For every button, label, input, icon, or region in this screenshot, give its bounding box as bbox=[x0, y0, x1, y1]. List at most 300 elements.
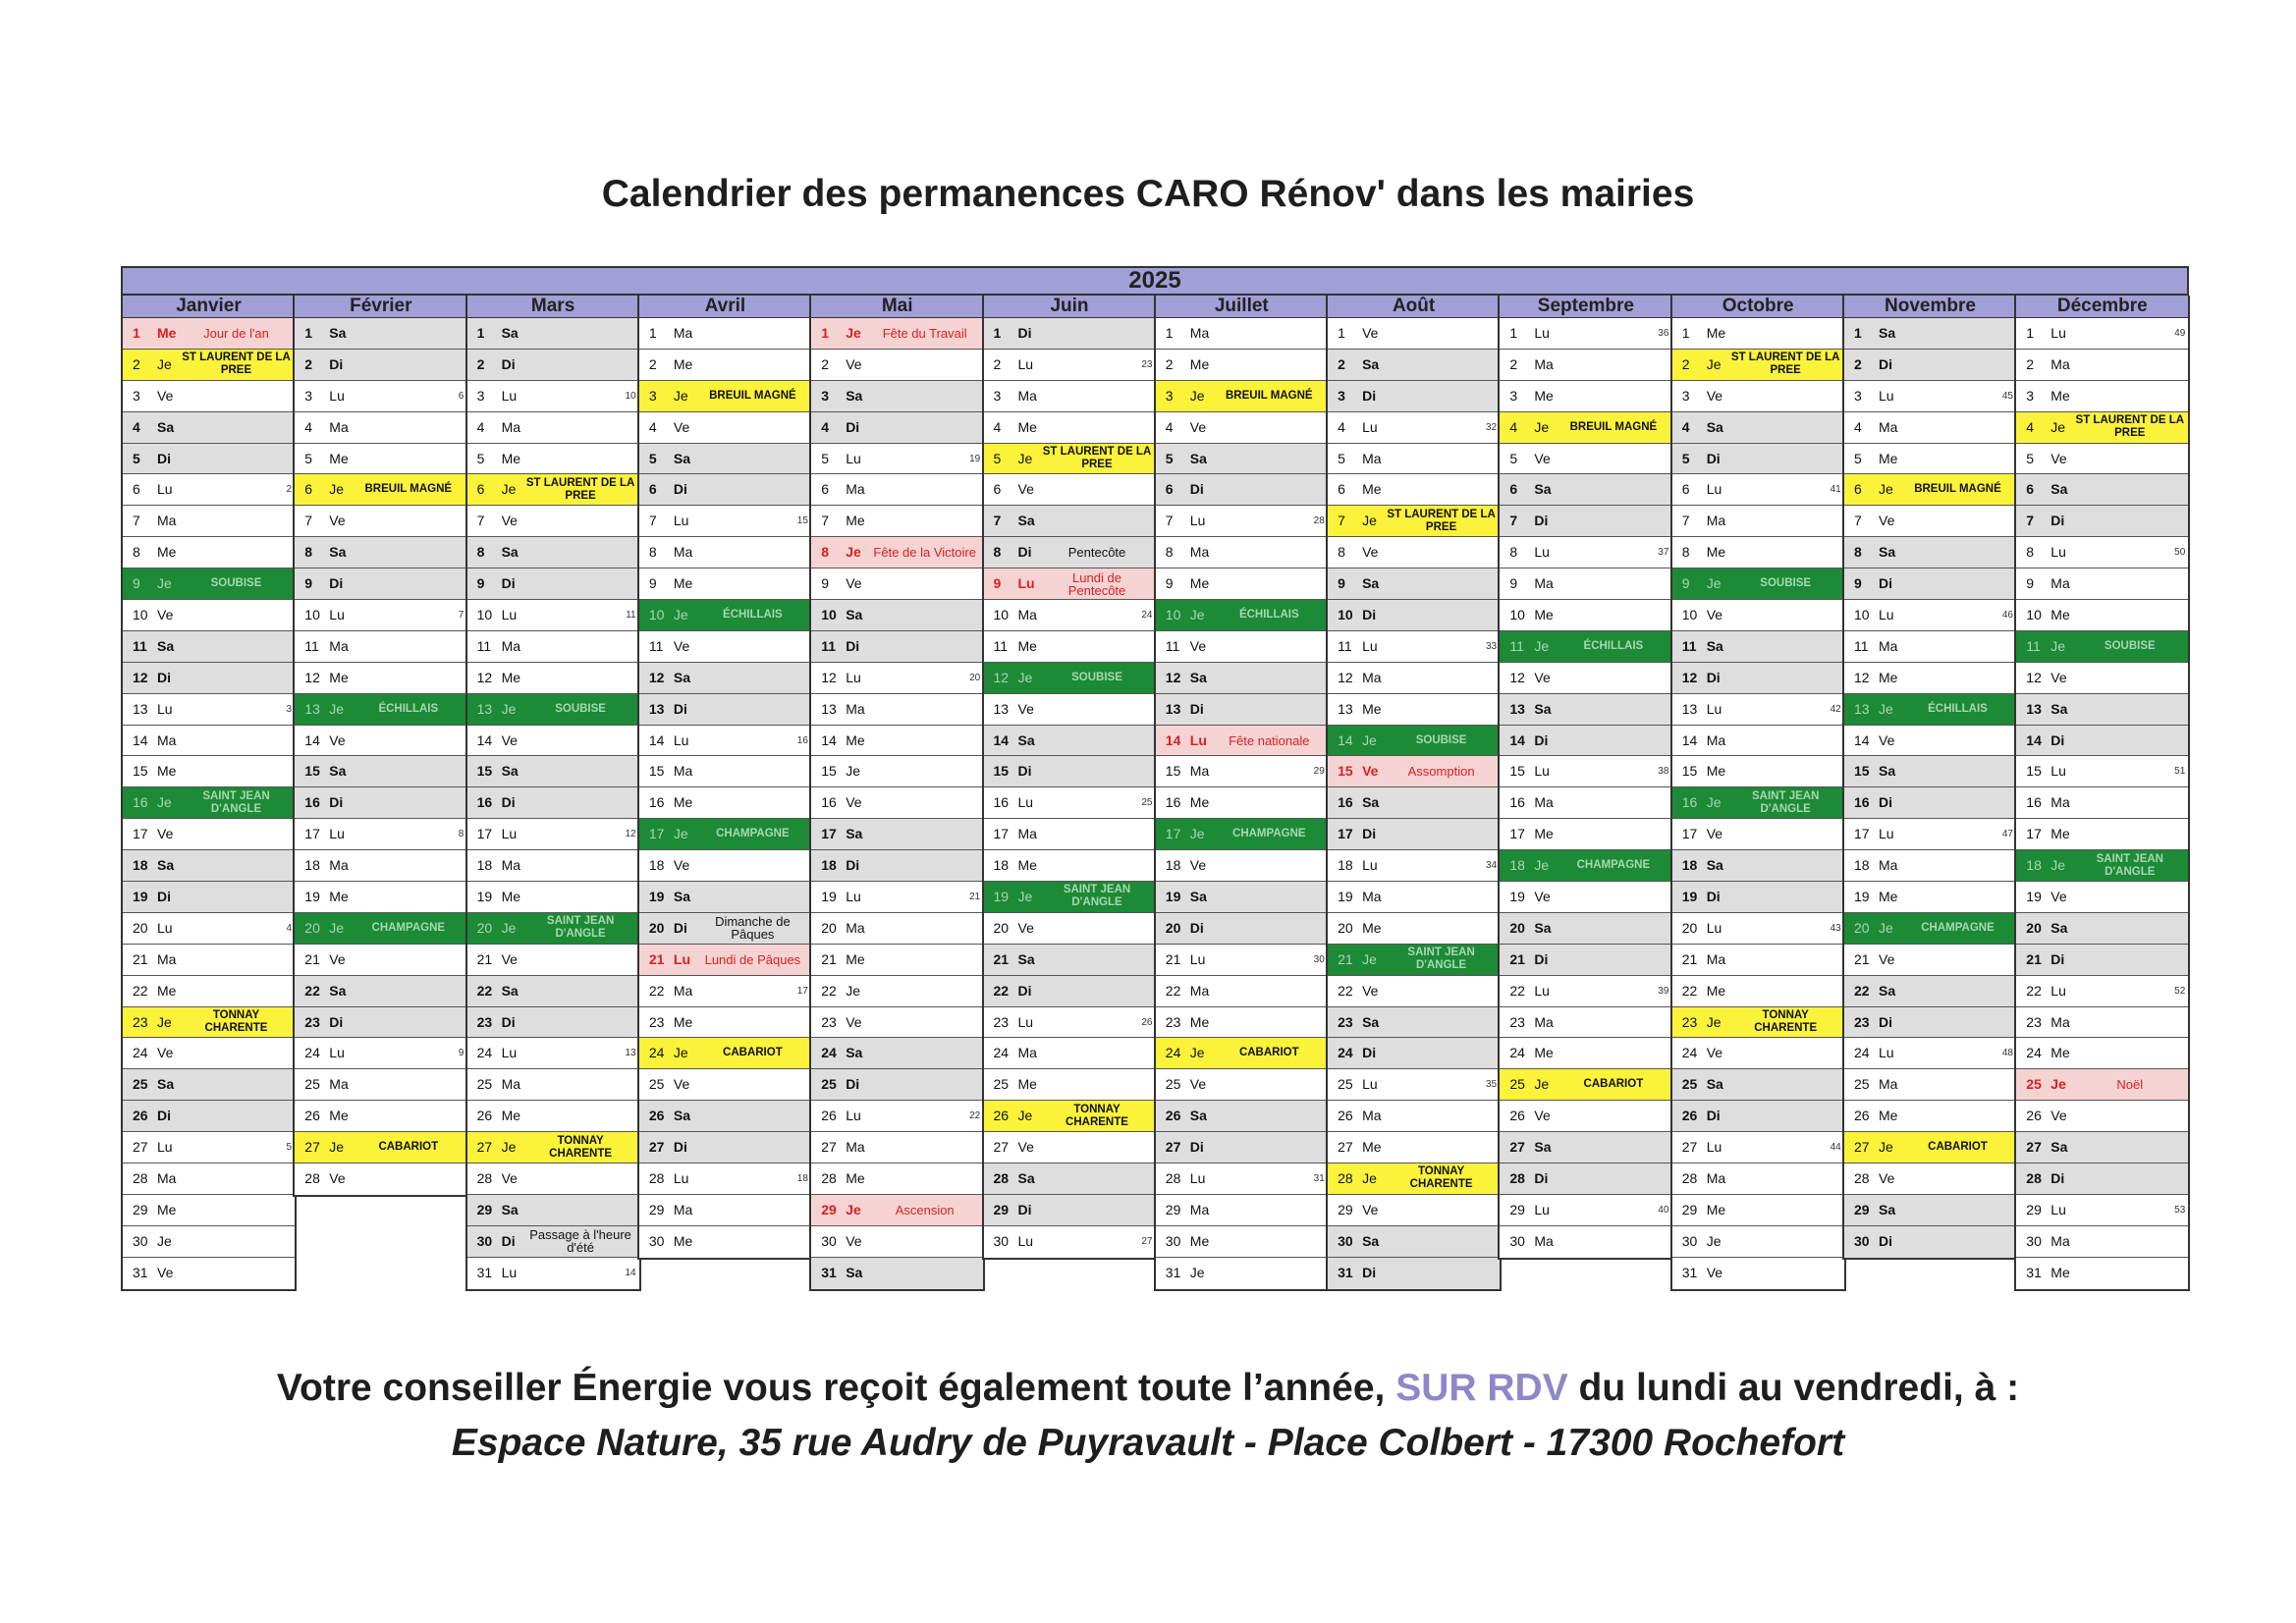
day-name: Lu bbox=[501, 826, 518, 842]
week-number: 28 bbox=[1313, 515, 1325, 527]
month-column bbox=[1326, 296, 1502, 1291]
month-column bbox=[121, 296, 297, 1291]
holiday-label: Jour de l'an bbox=[203, 325, 269, 341]
day-name: Sa bbox=[1534, 481, 1552, 498]
day-name: Lu bbox=[2050, 763, 2066, 780]
day-name: Je bbox=[1706, 794, 1722, 811]
day-name: Je bbox=[329, 919, 345, 936]
day-number: 1 bbox=[648, 325, 657, 341]
day-number: 7 bbox=[1681, 513, 1690, 529]
day-cell bbox=[1328, 726, 1500, 757]
day-name: Ve bbox=[1879, 1170, 1895, 1187]
day-name: Ma bbox=[1879, 418, 1898, 435]
week-number: 19 bbox=[969, 453, 981, 464]
day-number: 18 bbox=[304, 857, 320, 874]
day-name: Me bbox=[1706, 325, 1726, 341]
day-number: 6 bbox=[648, 481, 657, 498]
day-cell bbox=[1500, 976, 1671, 1007]
day-number: 19 bbox=[1165, 889, 1181, 905]
day-number: 29 bbox=[476, 1201, 493, 1217]
day-name: Lu bbox=[1706, 700, 1722, 717]
day-cell bbox=[2016, 756, 2188, 787]
day-number: 12 bbox=[476, 669, 493, 685]
day-name: Ma bbox=[1534, 575, 1554, 592]
day-name: Di bbox=[1534, 731, 1549, 748]
day-name: Ma bbox=[1362, 669, 1382, 685]
day-cell bbox=[1156, 1163, 1328, 1195]
day-cell bbox=[1156, 318, 1328, 350]
week-number: 9 bbox=[458, 1048, 465, 1059]
day-number: 5 bbox=[648, 450, 657, 466]
day-cell bbox=[1844, 568, 2016, 600]
day-name: Ma bbox=[2050, 355, 2070, 372]
day-name: Ma bbox=[1706, 1170, 1726, 1187]
day-cell bbox=[1500, 506, 1671, 537]
permanence-label: CHAMPAGNE bbox=[1232, 828, 1306, 840]
day-name: Je bbox=[846, 763, 860, 780]
day-name: Ve bbox=[1706, 607, 1723, 623]
day-name: Di bbox=[329, 575, 344, 592]
day-number: 19 bbox=[1509, 889, 1525, 905]
day-number: 8 bbox=[821, 544, 829, 561]
day-number: 7 bbox=[476, 513, 485, 529]
day-cell bbox=[1500, 726, 1671, 757]
day-name: Je bbox=[157, 1013, 172, 1030]
day-name: Sa bbox=[1706, 857, 1723, 874]
day-cell bbox=[1672, 474, 1844, 506]
day-cell bbox=[2016, 1069, 2188, 1101]
day-cell bbox=[123, 1195, 295, 1226]
day-cell bbox=[811, 381, 983, 412]
day-number: 26 bbox=[304, 1108, 320, 1124]
permanence-label: SOUBISE bbox=[210, 577, 262, 590]
day-number: 19 bbox=[648, 889, 665, 905]
day-name: Ma bbox=[329, 418, 349, 435]
day-cell bbox=[1328, 631, 1500, 663]
day-name: Je bbox=[1879, 481, 1893, 498]
day-cell bbox=[1156, 474, 1328, 506]
day-name: Ve bbox=[846, 1013, 862, 1030]
day-name: Di bbox=[1534, 513, 1549, 529]
day-cell bbox=[1844, 663, 2016, 694]
day-cell bbox=[2016, 945, 2188, 976]
day-cell bbox=[1672, 537, 1844, 568]
day-cell bbox=[811, 756, 983, 787]
day-name: Ve bbox=[673, 637, 690, 654]
day-cell bbox=[295, 631, 466, 663]
day-cell bbox=[984, 1101, 1156, 1132]
permanence-label: BREUIL MAGNÉ bbox=[1569, 420, 1658, 433]
day-number: 13 bbox=[993, 700, 1010, 717]
day-cell bbox=[2016, 537, 2188, 568]
day-name: Je bbox=[1534, 1076, 1550, 1093]
day-number: 15 bbox=[993, 763, 1010, 780]
day-cell bbox=[811, 787, 983, 819]
day-cell bbox=[811, 350, 983, 381]
day-number: 28 bbox=[821, 1170, 837, 1187]
day-cell bbox=[2016, 663, 2188, 694]
month-header: Octobre bbox=[1672, 296, 1844, 318]
day-cell bbox=[2016, 726, 2188, 757]
day-number: 30 bbox=[648, 1232, 665, 1249]
day-name: Sa bbox=[1706, 1076, 1723, 1093]
permanence-label: ST LAURENT DE LA PREE bbox=[182, 352, 291, 377]
day-number: 28 bbox=[304, 1170, 320, 1187]
day-number: 18 bbox=[133, 857, 148, 874]
day-cell bbox=[1844, 350, 2016, 381]
day-number: 7 bbox=[133, 513, 140, 529]
day-number: 10 bbox=[1854, 607, 1870, 623]
day-cell bbox=[984, 1163, 1156, 1195]
day-number: 2 bbox=[821, 355, 829, 372]
day-cell bbox=[1328, 945, 1500, 976]
day-number: 11 bbox=[133, 637, 147, 654]
day-cell bbox=[2016, 850, 2188, 882]
day-cell bbox=[467, 694, 639, 726]
week-number: 33 bbox=[1485, 640, 1498, 652]
day-cell bbox=[1156, 694, 1328, 726]
day-name: Je bbox=[673, 607, 688, 623]
day-name: Sa bbox=[1017, 950, 1035, 967]
day-cell bbox=[295, 1069, 466, 1101]
day-name: Lu bbox=[329, 1045, 345, 1061]
month-column bbox=[1670, 296, 1846, 1291]
day-cell bbox=[639, 976, 811, 1007]
day-name: Ve bbox=[1362, 763, 1379, 780]
day-name: Lu bbox=[157, 1139, 173, 1156]
day-cell bbox=[2016, 1195, 2188, 1226]
day-name: Ma bbox=[2050, 1232, 2070, 1249]
day-number: 24 bbox=[1854, 1045, 1870, 1061]
day-name: Je bbox=[1706, 1013, 1722, 1030]
day-number: 22 bbox=[1338, 982, 1353, 999]
day-cell bbox=[811, 568, 983, 600]
day-name: Di bbox=[501, 575, 516, 592]
day-name: Lu bbox=[1017, 355, 1034, 372]
month-header: Mai bbox=[811, 296, 983, 318]
day-cell bbox=[1328, 412, 1500, 444]
day-number: 11 bbox=[1509, 637, 1524, 654]
day-number: 7 bbox=[1338, 513, 1345, 529]
day-number: 6 bbox=[821, 481, 829, 498]
day-name: Lu bbox=[329, 826, 345, 842]
day-name: Di bbox=[2050, 1170, 2065, 1187]
day-name: Sa bbox=[1879, 325, 1896, 341]
day-cell bbox=[984, 976, 1156, 1007]
week-number: 41 bbox=[1830, 484, 1841, 496]
day-number: 5 bbox=[1338, 450, 1345, 466]
note-label: Passage à l'heure d'été bbox=[529, 1227, 631, 1256]
day-number: 9 bbox=[1509, 575, 1518, 592]
day-number: 9 bbox=[304, 575, 313, 592]
day-name: Lu bbox=[1879, 826, 1894, 842]
day-cell bbox=[123, 976, 295, 1007]
day-cell bbox=[1500, 945, 1671, 976]
permanence-label: TONNAY CHARENTE bbox=[1066, 1103, 1128, 1128]
day-cell bbox=[123, 1038, 295, 1069]
day-cell bbox=[1500, 694, 1671, 726]
day-name: Je bbox=[329, 1139, 345, 1156]
day-number: 31 bbox=[1681, 1264, 1698, 1280]
day-number: 1 bbox=[304, 325, 313, 341]
day-name: Sa bbox=[1189, 669, 1207, 685]
day-number: 17 bbox=[821, 826, 837, 842]
day-number: 2 bbox=[1338, 355, 1345, 372]
day-cell bbox=[123, 318, 295, 350]
day-name: Je bbox=[846, 1201, 861, 1217]
permanence-label: SAINT JEAN D'ANGLE bbox=[2096, 852, 2163, 878]
permanence-label: CABARIOT bbox=[1238, 1047, 1299, 1059]
day-name: Me bbox=[2050, 826, 2070, 842]
day-number: 28 bbox=[1854, 1170, 1870, 1187]
day-name: Sa bbox=[1189, 1108, 1207, 1124]
day-cell bbox=[1328, 1101, 1500, 1132]
day-number: 8 bbox=[304, 544, 313, 561]
day-name: Lu bbox=[1362, 857, 1378, 874]
day-cell bbox=[295, 381, 466, 412]
day-name: Ve bbox=[1017, 700, 1034, 717]
permanence-label: ÉCHILLAIS bbox=[1583, 639, 1644, 652]
week-number: 10 bbox=[625, 390, 636, 402]
day-cell bbox=[984, 1195, 1156, 1226]
day-name: Je bbox=[2050, 1076, 2066, 1093]
day-number: 18 bbox=[2026, 857, 2042, 874]
day-cell bbox=[467, 631, 639, 663]
day-cell bbox=[295, 787, 466, 819]
day-number: 4 bbox=[648, 418, 657, 435]
day-number: 13 bbox=[821, 700, 837, 717]
day-name: Ma bbox=[2050, 1013, 2070, 1030]
day-number: 2 bbox=[133, 355, 140, 372]
day-number: 16 bbox=[2026, 794, 2042, 811]
week-number: 39 bbox=[1658, 985, 1669, 997]
week-number: 4 bbox=[286, 922, 292, 934]
day-cell bbox=[2016, 350, 2188, 381]
day-name: Ve bbox=[673, 418, 690, 435]
day-cell bbox=[467, 945, 639, 976]
day-number: 5 bbox=[821, 450, 829, 466]
day-number: 25 bbox=[1165, 1076, 1181, 1093]
day-cell bbox=[639, 1226, 811, 1258]
day-name: Ma bbox=[1189, 763, 1210, 780]
day-number: 19 bbox=[1338, 889, 1353, 905]
day-cell bbox=[1844, 913, 2016, 945]
day-number: 11 bbox=[993, 637, 1009, 654]
permanence-label: SOUBISE bbox=[1071, 671, 1122, 683]
day-number: 11 bbox=[648, 637, 664, 654]
day-name: Je bbox=[501, 700, 517, 717]
day-number: 1 bbox=[133, 325, 140, 341]
day-cell bbox=[123, 850, 295, 882]
day-number: 30 bbox=[476, 1232, 493, 1249]
day-number: 12 bbox=[1681, 669, 1698, 685]
day-name: Me bbox=[1534, 1045, 1554, 1061]
day-number: 3 bbox=[648, 387, 657, 404]
day-number: 21 bbox=[1681, 950, 1698, 967]
day-cell bbox=[1844, 506, 2016, 537]
day-number: 9 bbox=[821, 575, 829, 592]
day-cell bbox=[811, 1101, 983, 1132]
day-number: 20 bbox=[304, 919, 320, 936]
day-cell bbox=[1672, 568, 1844, 600]
day-name: Sa bbox=[1534, 919, 1552, 936]
permanence-label: ÉCHILLAIS bbox=[1928, 702, 1988, 715]
day-name: Je bbox=[1534, 418, 1550, 435]
day-name: Di bbox=[1879, 575, 1892, 592]
day-number: 14 bbox=[1509, 731, 1525, 748]
day-name: Sa bbox=[329, 544, 347, 561]
day-name: Sa bbox=[2050, 700, 2068, 717]
day-name: Sa bbox=[501, 763, 519, 780]
day-cell bbox=[295, 976, 466, 1007]
day-name: Ve bbox=[1017, 1139, 1034, 1156]
day-number: 2 bbox=[648, 355, 657, 372]
day-name: Lu bbox=[1534, 763, 1550, 780]
day-cell bbox=[123, 882, 295, 913]
day-number: 27 bbox=[1338, 1139, 1353, 1156]
day-cell bbox=[1672, 913, 1844, 945]
day-cell bbox=[295, 1038, 466, 1069]
day-number: 5 bbox=[304, 450, 313, 466]
day-name: Je bbox=[1189, 387, 1205, 404]
day-number: 21 bbox=[821, 950, 837, 967]
day-number: 20 bbox=[1854, 919, 1870, 936]
day-cell bbox=[1500, 412, 1671, 444]
day-name: Me bbox=[329, 1108, 349, 1124]
day-number: 15 bbox=[821, 763, 837, 780]
day-cell bbox=[1844, 1226, 2016, 1258]
day-cell bbox=[1156, 506, 1328, 537]
day-name: Sa bbox=[501, 325, 519, 341]
day-cell bbox=[1672, 506, 1844, 537]
day-number: 13 bbox=[1681, 700, 1698, 717]
day-cell bbox=[1844, 600, 2016, 631]
day-number: 4 bbox=[304, 418, 313, 435]
day-number: 26 bbox=[1165, 1108, 1181, 1124]
day-cell bbox=[1500, 537, 1671, 568]
day-name: Sa bbox=[1362, 575, 1380, 592]
day-cell bbox=[639, 444, 811, 475]
day-number: 21 bbox=[648, 950, 665, 967]
day-cell bbox=[639, 1007, 811, 1039]
day-number: 17 bbox=[1338, 826, 1353, 842]
day-cell bbox=[123, 350, 295, 381]
day-name: Ve bbox=[1879, 731, 1895, 748]
day-name: Lu bbox=[2050, 982, 2066, 999]
day-cell bbox=[1500, 631, 1671, 663]
day-number: 22 bbox=[821, 982, 837, 999]
day-name: Ve bbox=[501, 513, 518, 529]
day-cell bbox=[467, 1195, 639, 1226]
day-cell bbox=[639, 663, 811, 694]
day-number: 20 bbox=[133, 919, 148, 936]
day-number: 3 bbox=[993, 387, 1002, 404]
permanence-label: SAINT JEAN D'ANGLE bbox=[1407, 947, 1475, 972]
day-name: Ma bbox=[673, 982, 693, 999]
week-number: 2 bbox=[286, 484, 292, 496]
day-cell bbox=[123, 506, 295, 537]
day-cell bbox=[467, 1007, 639, 1039]
day-number: 28 bbox=[993, 1170, 1010, 1187]
day-name: Di bbox=[1017, 1201, 1032, 1217]
day-name: Me bbox=[1017, 418, 1037, 435]
day-number: 7 bbox=[993, 513, 1002, 529]
day-cell bbox=[2016, 600, 2188, 631]
week-number: 25 bbox=[1141, 797, 1153, 809]
day-number: 23 bbox=[1681, 1013, 1698, 1030]
day-number: 16 bbox=[993, 794, 1010, 811]
month-header: Septembre bbox=[1500, 296, 1671, 318]
day-cell bbox=[467, 663, 639, 694]
day-number: 17 bbox=[648, 826, 665, 842]
day-number: 19 bbox=[133, 889, 148, 905]
day-number: 7 bbox=[648, 513, 657, 529]
day-name: Je bbox=[1017, 450, 1033, 466]
day-cell bbox=[639, 381, 811, 412]
day-cell bbox=[1500, 882, 1671, 913]
day-name: Di bbox=[1362, 607, 1377, 623]
day-number: 13 bbox=[476, 700, 493, 717]
day-cell bbox=[467, 1163, 639, 1195]
day-cell bbox=[467, 819, 639, 850]
footer-text-after: du lundi au vendredi, à : bbox=[1567, 1367, 2020, 1409]
day-cell bbox=[295, 350, 466, 381]
day-name: Lu bbox=[846, 669, 861, 685]
permanence-label: SOUBISE bbox=[1760, 577, 1812, 590]
day-cell bbox=[467, 350, 639, 381]
day-cell bbox=[1500, 756, 1671, 787]
day-number: 1 bbox=[821, 325, 829, 341]
day-number: 14 bbox=[476, 731, 493, 748]
day-name: Sa bbox=[1189, 450, 1207, 466]
day-number: 30 bbox=[993, 1232, 1010, 1249]
day-number: 17 bbox=[1509, 826, 1525, 842]
day-cell bbox=[1500, 913, 1671, 945]
day-number: 9 bbox=[1165, 575, 1174, 592]
day-name: Je bbox=[157, 575, 172, 592]
day-number: 26 bbox=[1509, 1108, 1525, 1124]
day-cell bbox=[2016, 1101, 2188, 1132]
day-cell bbox=[1328, 694, 1500, 726]
day-cell bbox=[1844, 1163, 2016, 1195]
month-column bbox=[637, 296, 813, 1260]
footer-line-1 bbox=[0, 1367, 2296, 1410]
day-number: 7 bbox=[1854, 513, 1862, 529]
day-cell bbox=[984, 1007, 1156, 1039]
day-cell bbox=[1328, 882, 1500, 913]
day-cell bbox=[639, 850, 811, 882]
day-number: 19 bbox=[2026, 889, 2042, 905]
day-name: Di bbox=[846, 418, 860, 435]
permanence-label: CABARIOT bbox=[378, 1141, 439, 1154]
day-cell bbox=[1156, 412, 1328, 444]
day-name: Je bbox=[501, 919, 517, 936]
day-number: 11 bbox=[1338, 637, 1352, 654]
day-name: Ve bbox=[846, 1232, 862, 1249]
day-name: Ve bbox=[846, 575, 862, 592]
day-number: 27 bbox=[993, 1139, 1010, 1156]
day-name: Ma bbox=[501, 857, 521, 874]
day-number: 4 bbox=[1681, 418, 1690, 435]
day-name: Ve bbox=[329, 950, 346, 967]
day-name: Me bbox=[1189, 794, 1210, 811]
day-name: Ma bbox=[1534, 1013, 1554, 1030]
day-number: 4 bbox=[1165, 418, 1174, 435]
permanence-label: CABARIOT bbox=[1928, 1141, 1988, 1154]
day-number: 20 bbox=[1509, 919, 1525, 936]
day-number: 23 bbox=[304, 1013, 320, 1030]
day-number: 27 bbox=[1854, 1139, 1870, 1156]
